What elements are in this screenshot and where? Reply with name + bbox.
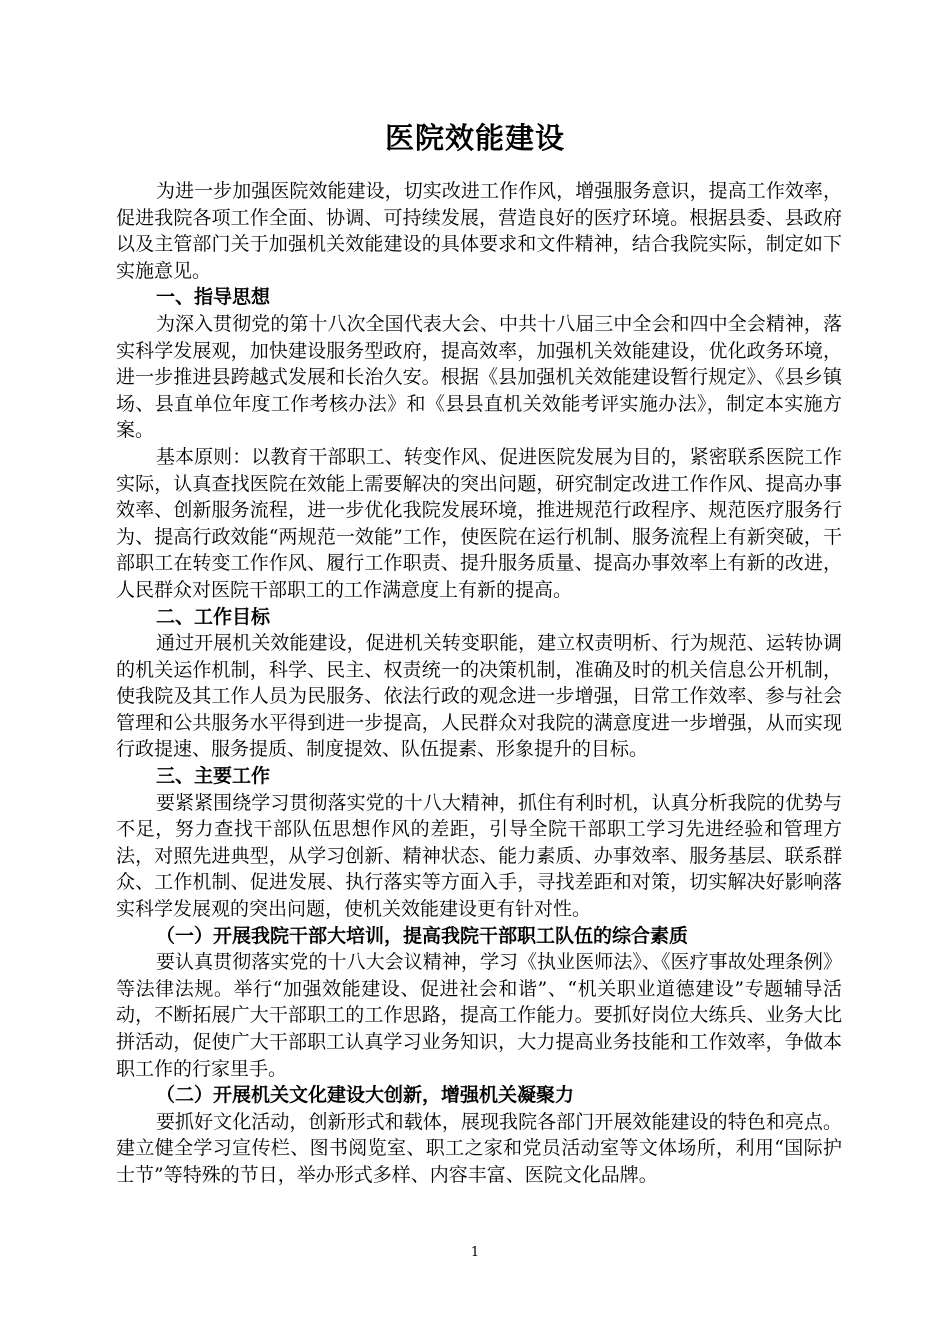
body-paragraph: 通过开展机关效能建设，促进机关转变职能，建立权责明析、行为规范、运转协调的机关运作机制，科学、民主、权责统一的决策机制，准确及时的机关信息公开机制，使我院及其工作人员为民服务、依法行政的观念进一步增强，日常工作效率、参与社会管理和公共服务水平得到进一步提高，人民群众对我院的满意度进一步增强，从而实现行政提速、服务提质、制度提效、队伍提素、形象提升的目标。: [116, 632, 842, 761]
document-body: [116, 178, 842, 1189]
section-heading-main-work: 三、主要工作: [156, 765, 271, 788]
body-paragraph: 要抓好文化活动，创新形式和载体，展现我院各部门开展效能建设的特色和亮点。建立健全学习宣传栏、图书阅览室、职工之家和党员活动室等文体场所，利用“国际护士节”等特殊的节日，举办形式多样、内容丰富、医院文化品牌。: [116, 1110, 842, 1186]
subsection-heading-culture: （二）开展机关文化建设大创新，增强机关凝聚力: [156, 1084, 575, 1107]
body-paragraph: 为深入贯彻党的第十八次全国代表大会、中共十八届三中全会和四中全会精神，落实科学发展观，加快建设服务型政府，提高效率，加强机关效能建设，优化政务环境，进一步推进县跨越式发展和长治久安。根据《县加强机关效能建设暂行规定》、《县乡镇场、县直单位年度工作考核办法》和《县县直机关效能考评实施办法》，制定本实施方案。: [116, 312, 842, 442]
intro-paragraph: 为进一步加强医院效能建设，切实改进工作作风，增强服务意识，提高工作效率，促进我院各项工作全面、协调、可持续发展，营造良好的医疗环境。根据县委、县政府以及主管部门关于加强机关效能建设的具体要求和文件精神，结合我院实际，制定如下实施意见。: [116, 180, 842, 282]
body-paragraph: 要紧紧围绕学习贯彻落实党的十八大精神，抓住有利时机，认真分析我院的优势与不足，努力查找干部队伍思想作风的差距，引导全院干部职工学习先进经验和管理方法，对照先进典型，从学习创新、精神状态、能力素质、办事效率、服务基层、联系群众、工作机制、促进发展、执行落实等方面入手，寻找差距和对策，切实解决好影响落实科学发展观的突出问题，使机关效能建设更有针对性。: [116, 791, 842, 921]
body-paragraph: 要认真贯彻落实党的十八大会议精神，学习《执业医师法》、《医疗事故处理条例》等法律法规。举行“加强效能建设、促进社会和谐”、“机关职业道德建设”专题辅导活动，不断拓展广大干部职工的工作思路，提高工作能力。要抓好岗位大练兵、业务大比拼活动，促使广大干部职工认真学习业务知识，大力提高业务技能和工作效率，争做本职工作的行家里手。: [116, 951, 842, 1080]
document-title: 医院效能建设: [384, 121, 565, 155]
section-heading-work-goals: 二、工作目标: [156, 605, 271, 628]
subsection-heading-training: （一）开展我院干部大培训，提高我院干部职工队伍的综合素质: [156, 924, 689, 947]
section-heading-guiding-ideology: 一、指导思想: [156, 286, 271, 309]
body-paragraph: 基本原则：以教育干部职工、转变作风、促进医院发展为目的，紧密联系医院工作实际，认真查找医院在效能上需要解决的突出问题，研究制定改进工作作风、提高办事效率、创新服务流程，进一步优化我院发展环境，推进规范行政程序、规范医疗服务行为、提高行政效能“两规范一效能”工作，使医院在运行机制、服务流程上有新突破，干部职工在转变工作作风、履行工作职责、提升服务质量、提高办事效率上有新的改进，人民群众对医院干部职工的工作满意度上有新的提高。: [116, 445, 842, 601]
page-number: 1: [470, 1245, 480, 1260]
